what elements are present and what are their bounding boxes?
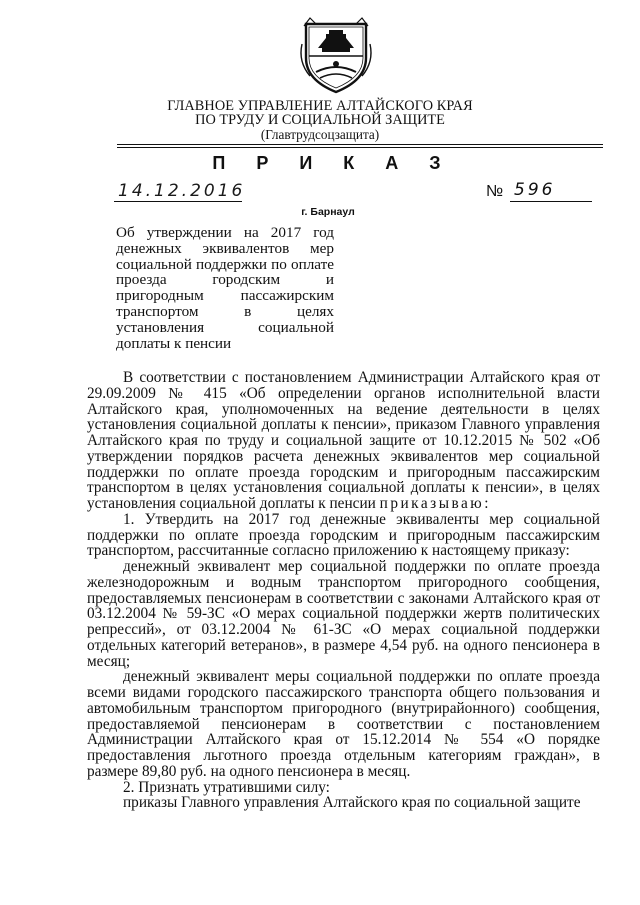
document-body <box>87 370 600 811</box>
city-name: г. Барнаул <box>301 206 355 218</box>
date-underline <box>114 201 242 202</box>
paragraph-urban-transport: денежный эквивалент меры социальной поддержки по оплате проезда всеми видами городского пассажирского транспорта общего пользования и автомобильным транспортом пригородного (внутрирайонного) сообщения, предоставляемой пенсионерам в соответствии с постановлением Администрации Алтайского края от 15.12.2014 № 554 «О порядке предоставления льготного проезда отдельным категориям граждан», в размере 89,80 руб. на одного пенсионера в месяц. <box>87 668 600 780</box>
handwritten-date: 14.12.2016 <box>118 181 246 201</box>
handwritten-number: 596 <box>514 180 556 200</box>
org-name-line1: ГЛАВНОЕ УПРАВЛЕНИЕ АЛТАЙСКОГО КРАЯ <box>167 98 473 114</box>
paragraph-item-1: 1. Утвердить на 2017 год денежные эквиваленты мер социальной поддержки по оплате проезда городским и пригородным пассажирским транспортом, рассчитанные согласно приложению к настоящему приказу: <box>87 510 600 560</box>
paragraph-orders: приказы Главного управления Алтайского края по социальной защите <box>123 794 581 812</box>
number-label: № <box>486 183 504 200</box>
org-name-line2: ПО ТРУДУ И СОЦИАЛЬНОЙ ЗАЩИТЕ <box>195 112 445 128</box>
paragraph-preamble <box>87 370 600 512</box>
preamble-text: В соответствии с постановлением Администрации Алтайского края от 29.09.2009 № 415 «Об определении органов исполнительной власти Алтайского края, уполномоченных на ведение деятельности в целях установления социальной доплаты к пенсии», приказом Главного управления Алтайского края по труду и социальной защите от 10.12.2015 № 502 «Об утверждении порядков расчета денежных эквивалентов мер социальной поддержки по оплате проезда городским и пригородным пассажирским транспортом в целях установления социальной доплаты к пенсии», в целях установления социальной доплаты к пенсии <box>87 369 600 512</box>
document-type-title: П Р И К А З <box>212 153 454 173</box>
order-word: приказываю: <box>379 495 491 512</box>
org-abbreviation: (Главтрудсоцзащита) <box>260 127 380 142</box>
header-rule-top <box>117 144 603 145</box>
document-subject: Об утверждении на 2017 год денежных эквивалентов мер социальной поддержки по оплате проезда городским и пригородным пассажирским транспортом в целях установления социальной доплаты к пенсии <box>116 224 334 352</box>
altai-krai-coat-of-arms-icon <box>296 14 376 96</box>
paragraph-item-2: 2. Признать утратившими силу: <box>123 778 330 796</box>
number-underline <box>510 201 592 202</box>
paragraph-rail-water: денежный эквивалент мер социальной поддержки по оплате проезда железнодорожным и водным транспортом пригородного сообщения, предоставляемых пенсионерам в соответствии с законами Алтайского края от 03.12.2004 № 59-ЗС «О мерах социальной поддержки жертв политических репрессий», от 03.12.2004 № 61-ЗС «О мерах социальной поддержки отдельных категорий ветеранов», в размере 4,54 руб. на одного пенсионера в месяц; <box>87 558 600 670</box>
header-rule-bottom <box>117 147 603 148</box>
